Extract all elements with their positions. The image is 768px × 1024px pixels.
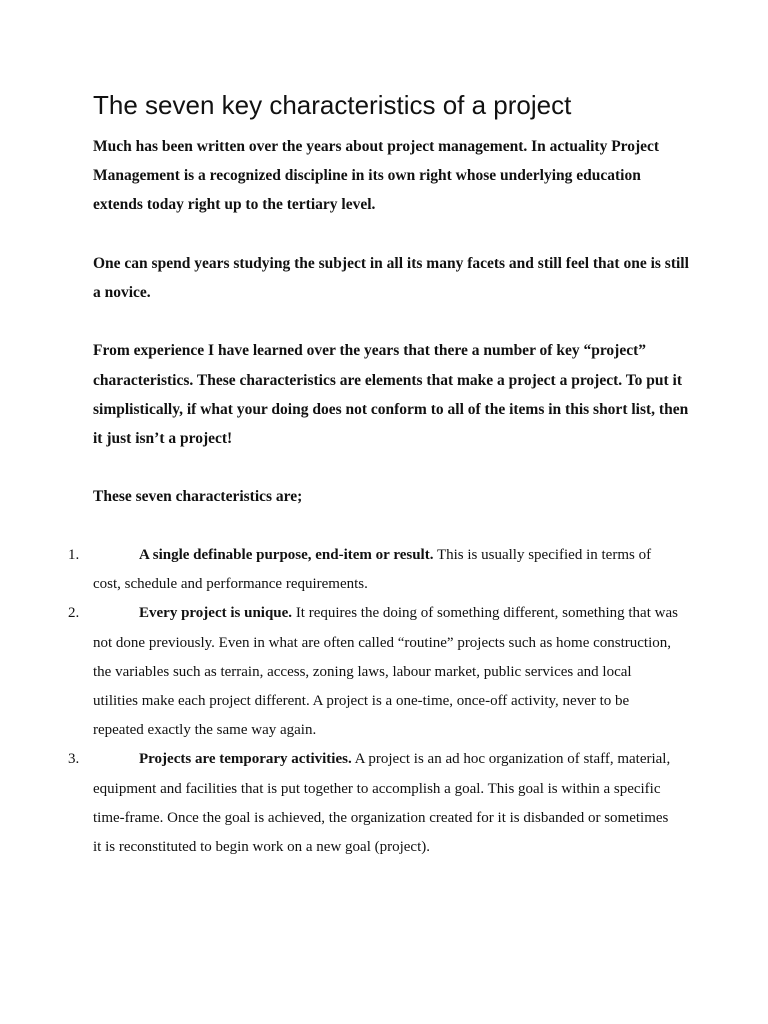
paragraph-experience: From experience I have learned over the years that there a number of key “project” characteristics. These characteristics are elements that make a project a project. To put it simplistically, if what your doing does not conform to all of the items in this short list, then it just isn’t a project! xyxy=(93,342,689,447)
intro-paragraphs xyxy=(93,132,693,512)
list-item-text: A project is an ad hoc organization of staff, material, equipment and facilities that is put together to accomplish a goal. This goal is within a specific time-frame. Once the goal is achieved, the organization created for it is disbanded or sometimes it is reconstituted to begin work on a new goal (project). xyxy=(93,751,671,856)
paragraph-novice: One can spend years studying the subject in all its many facets and still feel that one is still a novice. xyxy=(93,254,689,301)
list-item xyxy=(0,599,680,745)
list-item xyxy=(0,541,680,599)
document-title: The seven key characteristics of a project xyxy=(93,90,572,120)
list-item-lead: Projects are temporary activities. xyxy=(139,751,352,768)
paragraph-list-intro: These seven characteristics are; xyxy=(93,488,303,506)
list-item-lead: Every project is unique. xyxy=(139,605,293,622)
list-item-number: 2. xyxy=(68,605,80,622)
list-item-text: This is usually specified in terms of cost, schedule and performance requirements. xyxy=(93,547,652,593)
paragraph-intro: Much has been written over the years about project management. In actuality Project Management is a recognized discipline in its own right whose underlying education extends today right up to the tertiary level. xyxy=(93,138,660,214)
list-item xyxy=(0,745,680,862)
list-item-number: 3. xyxy=(68,751,80,768)
list-item-number: 1. xyxy=(68,547,80,563)
list-item-text: It requires the doing of something different, something that was not done previously. Even in what are often called “routine” projects such as home construction, the variables such as terrain, access, zoning laws, labour market, public services and local utilities make each project different. A project is a one-time, once-off activity, never to be repeated exactly the same way again. xyxy=(93,605,678,739)
list-item-lead: A single definable purpose, end-item or result. xyxy=(139,547,434,563)
characteristics-list xyxy=(0,541,768,862)
